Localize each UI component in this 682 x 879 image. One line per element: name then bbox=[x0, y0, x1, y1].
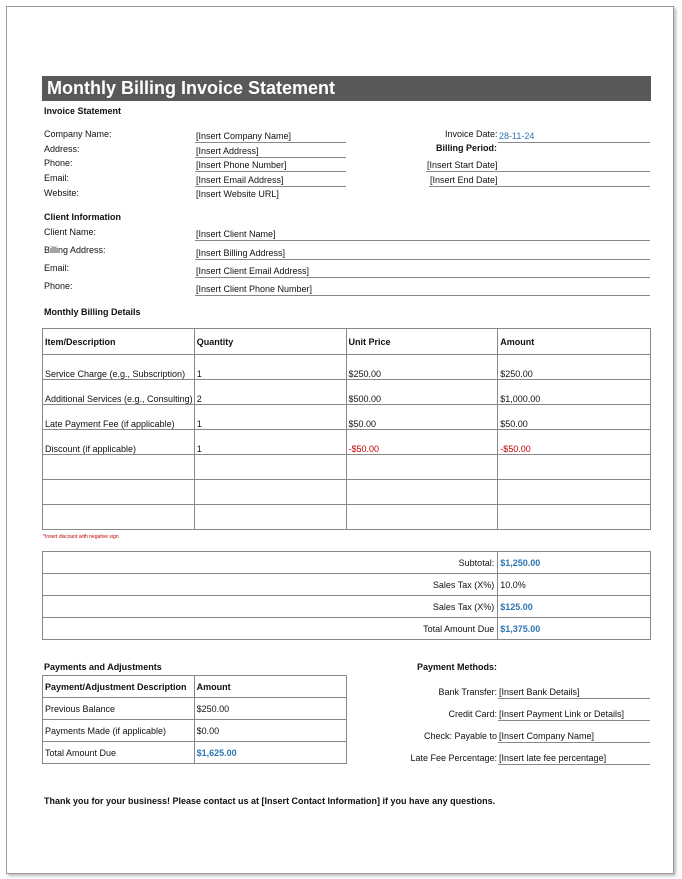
footer-message: Thank you for your business! Please contact us at [Insert Contact Information] if you have any questions. bbox=[44, 796, 496, 806]
billing-table bbox=[42, 328, 651, 530]
table-row bbox=[43, 742, 347, 764]
website-label: Website: bbox=[44, 188, 79, 198]
payments-heading: Payments and Adjustments bbox=[44, 662, 162, 672]
invoice-statement-heading: Invoice Statement bbox=[44, 106, 122, 116]
table-row bbox=[43, 698, 347, 720]
empty-cell[interactable] bbox=[43, 505, 195, 530]
address-field[interactable]: [Insert Address] bbox=[195, 145, 346, 158]
cell-quantity[interactable]: 1 bbox=[194, 355, 346, 380]
subtotal-label: Subtotal: bbox=[43, 552, 498, 574]
company-name-field[interactable]: [Insert Company Name] bbox=[195, 130, 346, 143]
cell-item[interactable]: Discount (if applicable) bbox=[43, 430, 195, 455]
empty-cell[interactable] bbox=[498, 505, 651, 530]
end-date-field[interactable]: [Insert End Date] bbox=[429, 174, 650, 187]
cell-amount[interactable]: $1,000.00 bbox=[498, 380, 651, 405]
cell-amount: $1,625.00 bbox=[194, 742, 346, 764]
table-row bbox=[43, 355, 651, 380]
invoice-date-label: Invoice Date: bbox=[445, 129, 498, 139]
website-field[interactable]: [Insert Website URL] bbox=[196, 189, 279, 199]
check-payable-field[interactable]: [Insert Company Name] bbox=[498, 730, 650, 743]
client-email-field[interactable]: [Insert Client Email Address] bbox=[195, 265, 650, 278]
table-row bbox=[43, 405, 651, 430]
totals-table bbox=[42, 551, 651, 640]
cell-item[interactable]: Additional Services (e.g., Consulting) bbox=[43, 380, 195, 405]
phone-field[interactable]: [Insert Phone Number] bbox=[195, 159, 346, 172]
empty-cell[interactable] bbox=[346, 480, 498, 505]
tax-rate-label: Sales Tax (X%) bbox=[43, 574, 498, 596]
tax-amount-value: $125.00 bbox=[498, 596, 651, 618]
cell-quantity[interactable]: 1 bbox=[194, 430, 346, 455]
table-row-empty bbox=[43, 505, 651, 530]
cell-description[interactable]: Previous Balance bbox=[43, 698, 195, 720]
client-info-heading: Client Information bbox=[44, 212, 121, 222]
discount-note: *Insert discount with negative sign bbox=[43, 534, 119, 540]
tax-amount-label: Sales Tax (X%) bbox=[43, 596, 498, 618]
cell-item[interactable]: Service Charge (e.g., Subscription) bbox=[43, 355, 195, 380]
billing-address-field[interactable]: [Insert Billing Address] bbox=[195, 247, 650, 260]
cell-unit-price[interactable]: $50.00 bbox=[346, 405, 498, 430]
table-row-empty bbox=[43, 455, 651, 480]
empty-cell[interactable] bbox=[498, 455, 651, 480]
empty-cell[interactable] bbox=[43, 480, 195, 505]
table-row-empty bbox=[43, 480, 651, 505]
cell-quantity[interactable]: 2 bbox=[194, 380, 346, 405]
empty-cell[interactable] bbox=[346, 505, 498, 530]
client-phone-field[interactable]: [Insert Client Phone Number] bbox=[195, 283, 650, 296]
bank-transfer-label: Bank Transfer: bbox=[438, 687, 497, 697]
empty-cell[interactable] bbox=[346, 455, 498, 480]
table-row bbox=[43, 380, 651, 405]
billing-details-heading: Monthly Billing Details bbox=[44, 307, 141, 317]
col-header-amount: Amount bbox=[498, 329, 651, 355]
credit-card-field[interactable]: [Insert Payment Link or Details] bbox=[498, 708, 650, 721]
subtotal-value: $1,250.00 bbox=[498, 552, 651, 574]
check-payable-label: Check: Payable to bbox=[423, 731, 497, 741]
cell-amount[interactable]: $250.00 bbox=[194, 698, 346, 720]
client-phone-label: Phone: bbox=[44, 281, 73, 291]
table-row bbox=[43, 430, 651, 455]
cell-description[interactable]: Payments Made (if applicable) bbox=[43, 720, 195, 742]
email-label: Email: bbox=[44, 173, 70, 183]
cell-quantity[interactable]: 1 bbox=[194, 405, 346, 430]
col-header-payment-description: Payment/Adjustment Description bbox=[43, 676, 195, 698]
invoice-date-field[interactable]: 28-11-24 bbox=[498, 130, 650, 143]
client-name-field[interactable]: [Insert Client Name] bbox=[195, 228, 650, 241]
col-header-item: Item/Description bbox=[43, 329, 195, 355]
cell-amount[interactable]: $50.00 bbox=[498, 405, 651, 430]
late-fee-label: Late Fee Percentage: bbox=[410, 753, 497, 763]
col-header-unit-price: Unit Price bbox=[346, 329, 498, 355]
empty-cell[interactable] bbox=[498, 480, 651, 505]
email-field[interactable]: [Insert Email Address] bbox=[195, 174, 346, 187]
address-label: Address: bbox=[44, 144, 80, 154]
table-row bbox=[43, 720, 347, 742]
total-due-label: Total Amount Due bbox=[43, 618, 498, 640]
col-header-payment-amount: Amount bbox=[194, 676, 346, 698]
page-title: Monthly Billing Invoice Statement bbox=[42, 76, 651, 101]
credit-card-label: Credit Card: bbox=[448, 709, 497, 719]
empty-cell[interactable] bbox=[194, 505, 346, 530]
payment-methods-heading: Payment Methods: bbox=[417, 662, 498, 672]
client-email-label: Email: bbox=[44, 263, 70, 273]
tax-rate-value[interactable]: 10.0% bbox=[498, 574, 651, 596]
company-name-label: Company Name: bbox=[44, 129, 112, 139]
total-due-value: $1,375.00 bbox=[498, 618, 651, 640]
cell-description: Total Amount Due bbox=[43, 742, 195, 764]
billing-period-label: Billing Period: bbox=[436, 143, 498, 153]
cell-unit-price[interactable]: -$50.00 bbox=[346, 430, 498, 455]
empty-cell[interactable] bbox=[194, 455, 346, 480]
cell-amount[interactable]: -$50.00 bbox=[498, 430, 651, 455]
cell-amount[interactable]: $250.00 bbox=[498, 355, 651, 380]
cell-unit-price[interactable]: $500.00 bbox=[346, 380, 498, 405]
payments-table bbox=[42, 675, 347, 764]
cell-unit-price[interactable]: $250.00 bbox=[346, 355, 498, 380]
bank-transfer-field[interactable]: [Insert Bank Details] bbox=[498, 686, 650, 699]
cell-item[interactable]: Late Payment Fee (if applicable) bbox=[43, 405, 195, 430]
billing-address-label: Billing Address: bbox=[44, 245, 106, 255]
late-fee-field[interactable]: [Insert late fee percentage] bbox=[498, 752, 650, 765]
empty-cell[interactable] bbox=[194, 480, 346, 505]
start-date-field[interactable]: [Insert Start Date] bbox=[426, 159, 650, 172]
client-name-label: Client Name: bbox=[44, 227, 97, 237]
col-header-quantity: Quantity bbox=[194, 329, 346, 355]
empty-cell[interactable] bbox=[43, 455, 195, 480]
phone-label: Phone: bbox=[44, 158, 73, 168]
cell-amount[interactable]: $0.00 bbox=[194, 720, 346, 742]
